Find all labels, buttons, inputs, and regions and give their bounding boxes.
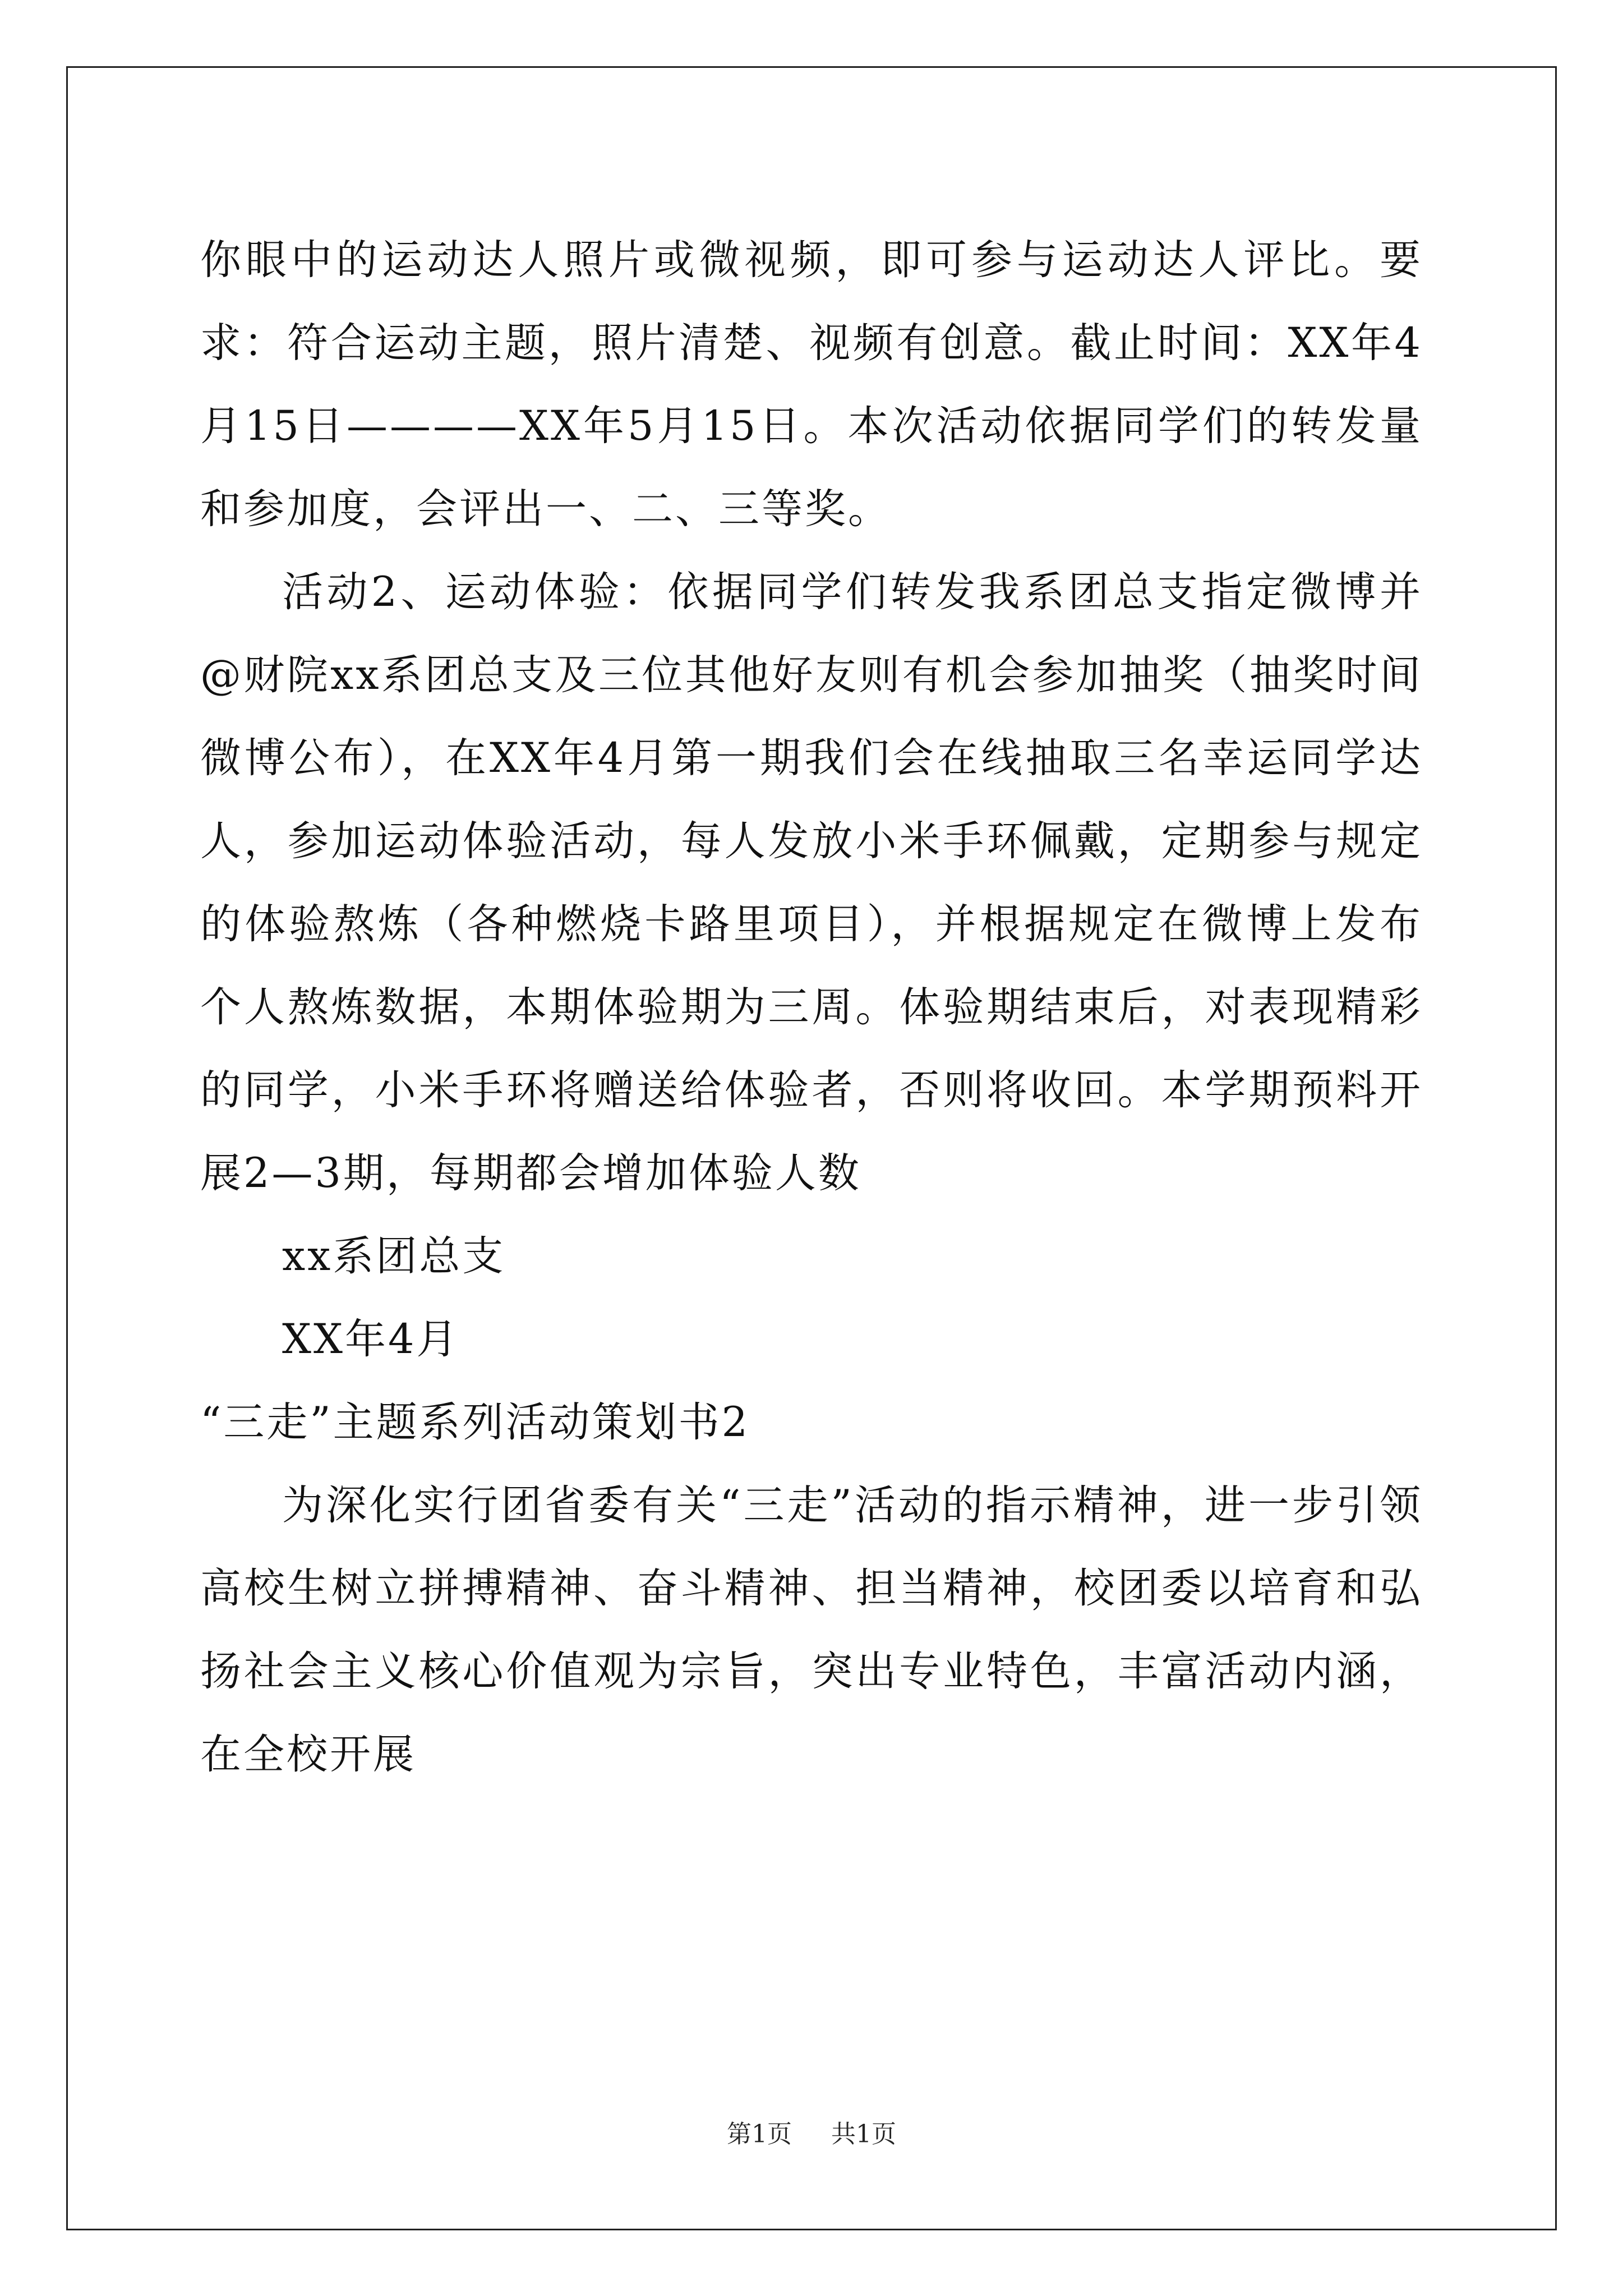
signature-date: XX年4月 xyxy=(282,1315,460,1363)
page-footer xyxy=(0,2118,1623,2151)
signature-organization: xx系团总支 xyxy=(282,1232,506,1280)
paragraph-activity-2: 活动2、运动体验：依据同学们转发我系团总支指定微博并@财院xx系团总支及三位其他好友则有机会参加抽奖（抽奖时间微博公布），在XX年4月第一期我们会在线抽取三名幸运同学达人，参加运动体验活动，每人发放小米手环佩戴，定期参与规定的体验熬炼（各种燃烧卡路里项目），并根据规定在微博上发布个人熬炼数据，本期体验期为三周。体验期结束后，对表现精彩的同学，小米手环将赠送给体验者，否则将收回。本学期预料开展2—3期，每期都会增加体验人数 xyxy=(200,568,1423,1197)
page-total: 共1页 xyxy=(831,2120,896,2148)
paragraph-intro: 为深化实行团省委有关“三走”活动的指示精神，进一步引领高校生树立拼搏精神、奋斗精神、担当精神，校团委以培育和弘扬社会主义核心价值观为宗旨，突出专业特色，丰富活动内涵，在全校开展 xyxy=(200,1481,1423,1778)
footer-gap xyxy=(800,2120,823,2148)
paragraph-entry-requirements: 你眼中的运动达人照片或微视频，即可参与运动达人评比。要求：符合运动主题，照片清楚、视频有创意。截止时间：XX年4月15日————XX年5月15日。本次活动依据同学们的转发量和参加度，会评出一、二、三等奖。 xyxy=(200,236,1423,533)
document-body xyxy=(200,219,1423,1796)
page-number: 第1页 xyxy=(727,2120,792,2148)
section-heading: “三走”主题系列活动策划书2 xyxy=(200,1398,750,1446)
